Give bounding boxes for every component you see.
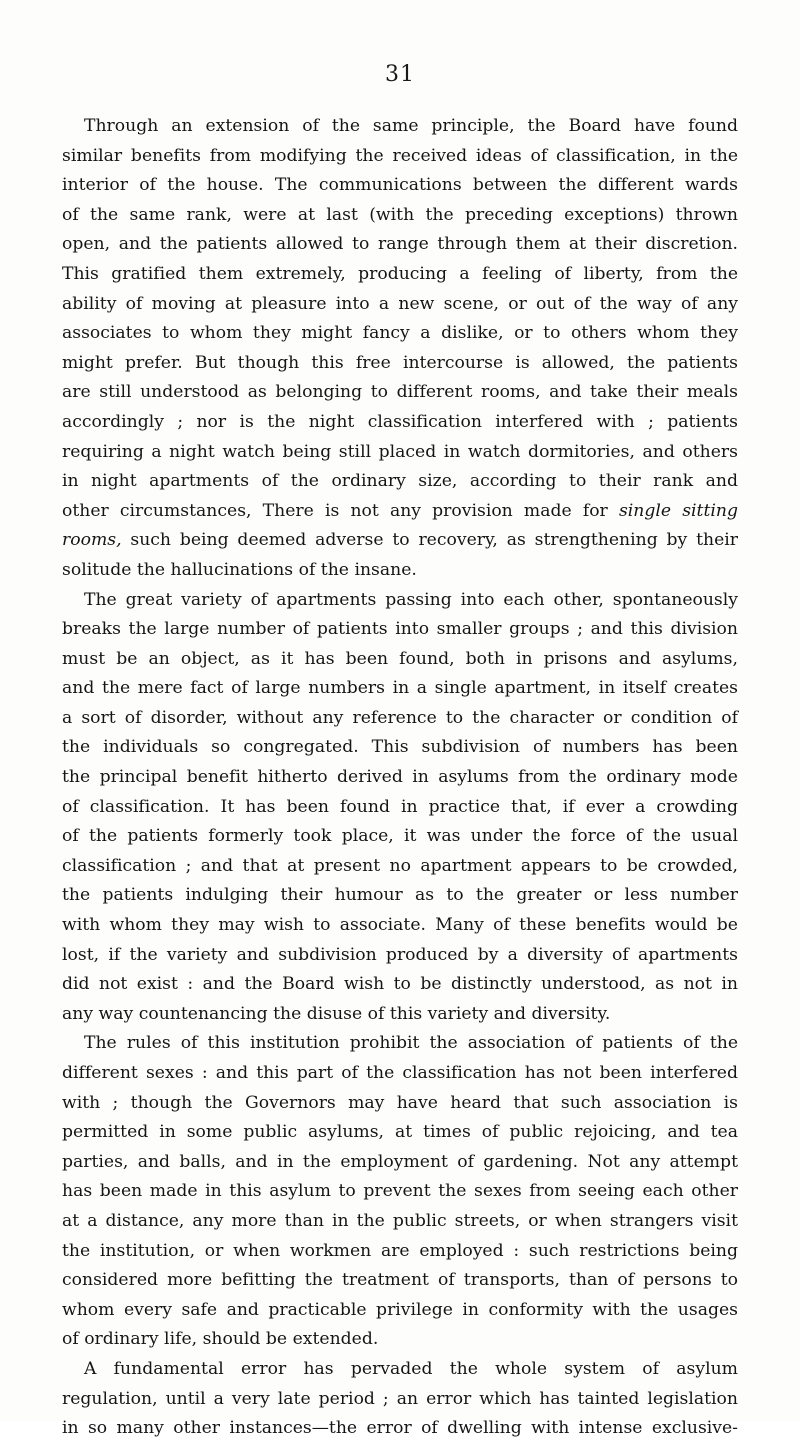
text-line: interior of the house. The communications between the different wards [62,175,738,196]
text-line: considered more befitting the treatment of transports, than of persons to [62,1270,738,1291]
text-line: Through an extension of the same principle, the Board have found [84,116,738,136]
text-line-with-italic [62,526,738,556]
text-line: requiring a night watch being still placed in watch dormitories, and others [62,441,738,462]
text-line: of the patients formerly took place, it was under the force of the usual [62,826,738,847]
text-line: of classification. It has been found in practice that, if ever a crowding [62,796,738,817]
text-line: solitude the hallucinations of the insane. [62,559,417,580]
text-line: of ordinary life, should be extended. [62,1329,379,1350]
page-number: 31 [385,62,415,87]
text-line: whom every safe and practicable privilege in conformity with the usages [62,1299,738,1320]
text-line: a sort of disorder, without any reference to the character or condition of [62,707,738,728]
paragraph-1 [62,112,738,586]
text-line-with-italic [62,497,738,527]
text-line: regulation, until a very late period ; an error which has tainted legislation [62,1388,738,1409]
text-line: different sexes : and this part of the classification has not been interfered [62,1063,738,1083]
text-line: and the mere fact of large numbers in a single apartment, in itself creates [62,678,738,699]
text-line: This gratified them extremely, producing a feeling of liberty, from the [62,263,738,284]
text-line: permitted in some public asylums, at times of public rejoicing, and tea [62,1122,738,1143]
text-line: with whom they may wish to associate. Many of these benefits would be [62,915,738,936]
text-line: did not exist : and the Board wish to be distinctly understood, as not in [62,974,738,995]
text-line: classification ; and that at present no apartment appears to be crowded, [62,855,738,876]
italic-phrase: single sitting [618,500,738,521]
text-line: might prefer. But though this free intercourse is allowed, the patients [62,352,738,373]
text-segment: such being deemed adverse to recovery, as strengthening by their [121,530,738,551]
text-line: accordingly ; nor is the night classification interfered with ; patients [62,411,738,432]
text-line: The great variety of apartments passing into each other, spontaneously [84,589,738,610]
text-line: in night apartments of the ordinary size, according to their rank and [62,471,738,492]
paragraph-3 [62,1029,738,1355]
text-line: the individuals so congregated. This subdivision of numbers has been [62,737,738,758]
paragraph-2 [62,586,738,1030]
text-line: in so many other instances—the error of dwelling with intense exclusive- [62,1418,738,1439]
text-line: parties, and balls, and in the employment of gardening. Not any attempt [62,1151,738,1172]
text-line: lost, if the variety and subdivision produced by a diversity of apartments [62,944,738,965]
text-line: breaks the large number of patients into smaller groups ; and this division [62,619,738,640]
body-text [62,112,738,1444]
text-line: are still understood as belonging to different rooms, and take their meals [62,382,738,403]
text-line: similar benefits from modifying the received ideas of classification, in the [62,145,738,166]
text-line: the institution, or when workmen are employed : such restrictions being [62,1240,738,1261]
text-line: associates to whom they might fancy a dislike, or to others whom they [62,323,738,344]
text-line: with ; though the Governors may have heard that such association is [62,1092,738,1113]
text-line: A fundamental error has pervaded the whole system of asylum [84,1358,738,1379]
text-line: the principal benefit hitherto derived in asylums from the ordinary mode [62,767,738,788]
text-line: the patients indulging their humour as to the greater or less number [62,885,738,906]
paragraph-4 [62,1355,738,1444]
text-line: of the same rank, were at last (with the preceding exceptions) thrown [62,204,738,225]
text-line: has been made in this asylum to prevent the sexes from seeing each other [62,1181,738,1202]
text-line: must be an object, as it has been found, both in prisons and asylums, [62,648,738,669]
italic-phrase: rooms, [62,530,122,551]
text-line: any way countenancing the disuse of this variety and diversity. [62,1003,611,1024]
text-line: open, and the patients allowed to range through them at their discretion. [62,234,738,255]
text-segment: other circumstances, There is not any provision made for [62,500,619,521]
text-line: The rules of this institution prohibit the association of patients of the [84,1033,738,1054]
text-line: ability of moving at pleasure into a new scene, or out of the way of any [62,293,738,314]
text-line: at a distance, any more than in the public streets, or when strangers visit [62,1210,738,1231]
